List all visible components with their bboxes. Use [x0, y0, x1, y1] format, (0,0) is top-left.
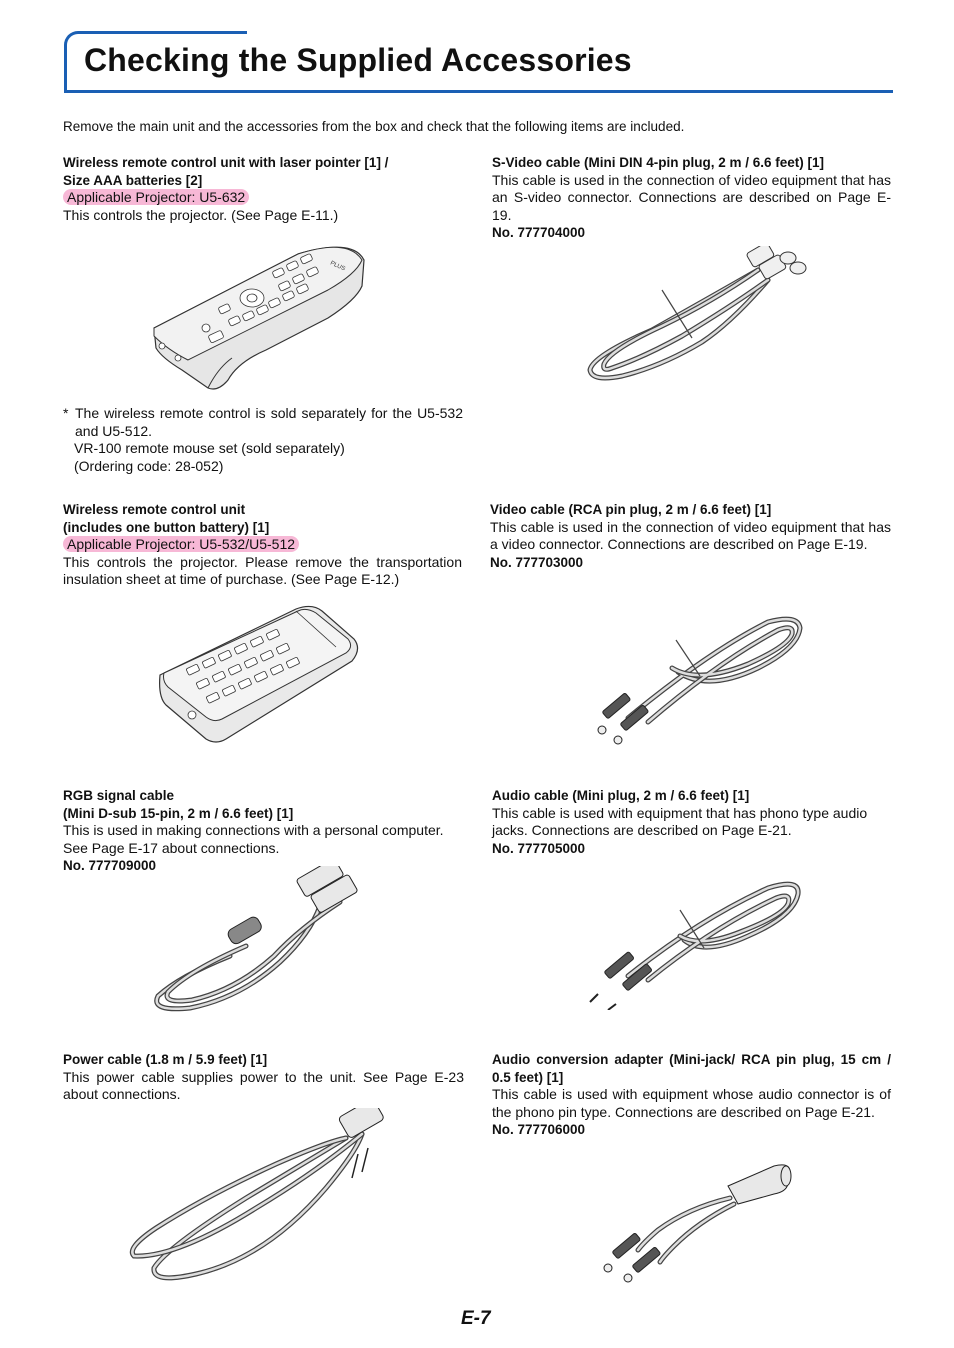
page-number: E-7: [461, 1308, 491, 1329]
remote-note: [63, 405, 463, 475]
note-line: VR-100 remote mouse set (sold separately): [74, 440, 345, 457]
item-number: No. 777709000: [63, 858, 157, 874]
laser-remote-illustration: [148, 240, 370, 392]
item-laser-remote: [63, 154, 463, 224]
rgb-cable-illustration: [150, 866, 364, 1018]
note-star: *: [63, 405, 69, 421]
item-number: No. 777703000: [490, 554, 584, 570]
item-rgb-cable: [63, 787, 468, 875]
projector-tag: Applicable Projector: U5-532/U5-512: [63, 536, 299, 552]
item-heading: Audio conversion adapter (Mini-jack/ RCA pin plug, 15 cm / 0.5 feet) [1]: [492, 1052, 891, 1085]
brand-logo: PLUS: [329, 260, 346, 273]
intro-text: Remove the main unit and the accessories from the box and check that the following items are included.: [63, 119, 685, 134]
item-description: This controls the projector. (See Page E-11.): [63, 206, 339, 223]
projector-tag: Applicable Projector: U5-632: [63, 189, 249, 205]
item-heading: Power cable (1.8 m / 5.9 feet) [1]: [63, 1052, 268, 1067]
audio-adapter-illustration: [598, 1160, 794, 1284]
svideo-cable-illustration: [582, 246, 808, 386]
button-remote-illustration: [156, 605, 362, 745]
item-heading: Wireless remote control unit with laser pointer [1] /: [63, 155, 389, 170]
item-heading: Audio cable (Mini plug, 2 m / 6.6 feet) [1]: [492, 788, 750, 803]
item-heading: Wireless remote control unit: [63, 502, 246, 517]
item-audio-adapter: [492, 1051, 891, 1139]
video-cable-illustration: [588, 612, 804, 748]
item-heading: (Mini D-sub 15-pin, 2 m / 6.6 feet) [1]: [63, 805, 294, 821]
item-number: No. 777706000: [492, 1122, 586, 1138]
item-heading: RGB signal cable: [63, 788, 175, 803]
item-svideo-cable: [492, 154, 891, 242]
item-description: This cable is used in the connection of video equipment that has a video connector. Connections are described on Page E-19.: [490, 518, 891, 553]
item-heading: (includes one button battery) [1]: [63, 519, 270, 535]
audio-cable-illustration: [588, 876, 802, 1010]
item-description: This controls the projector. Please remove the transportation insulation sheet at time of purchase. (See Page E-12.): [63, 553, 462, 588]
item-description: This cable is used with equipment whose audio connector is of the phono pin type. Connections are described on Page E-21.: [492, 1086, 891, 1120]
item-description: This power cable supplies power to the unit. See Page E-23 about connections.: [63, 1068, 464, 1103]
item-description: This is used in making connections with a personal computer. See Page E-17 about connections.: [63, 822, 444, 856]
item-description: This cable is used in the connection of video equipment that has an S-video connector. Connections are described on Page E-19.: [492, 171, 891, 223]
item-power-cable: [63, 1051, 464, 1104]
item-number: No. 777705000: [492, 840, 586, 856]
item-description: This cable is used with equipment that has phono type audio jacks. Connections are described on Page E-21.: [492, 804, 868, 839]
item-audio-cable: [492, 787, 892, 857]
item-heading: S-Video cable (Mini DIN 4-pin plug, 2 m / 6.6 feet) [1]: [492, 155, 825, 170]
note-line: The wireless remote control is sold separately for the U5-532 and U5-512.: [75, 405, 463, 439]
item-number: No. 777704000: [492, 225, 586, 241]
note-line: (Ordering code: 28-052): [74, 457, 224, 474]
item-heading: Video cable (RCA pin plug, 2 m / 6.6 feet) [1]: [490, 502, 772, 517]
power-cable-illustration: [126, 1108, 392, 1284]
page-title: Checking the Supplied Accessories: [84, 42, 632, 78]
item-button-remote: [63, 501, 462, 589]
item-video-cable: [490, 501, 891, 571]
item-heading: Size AAA batteries [2]: [63, 172, 203, 188]
